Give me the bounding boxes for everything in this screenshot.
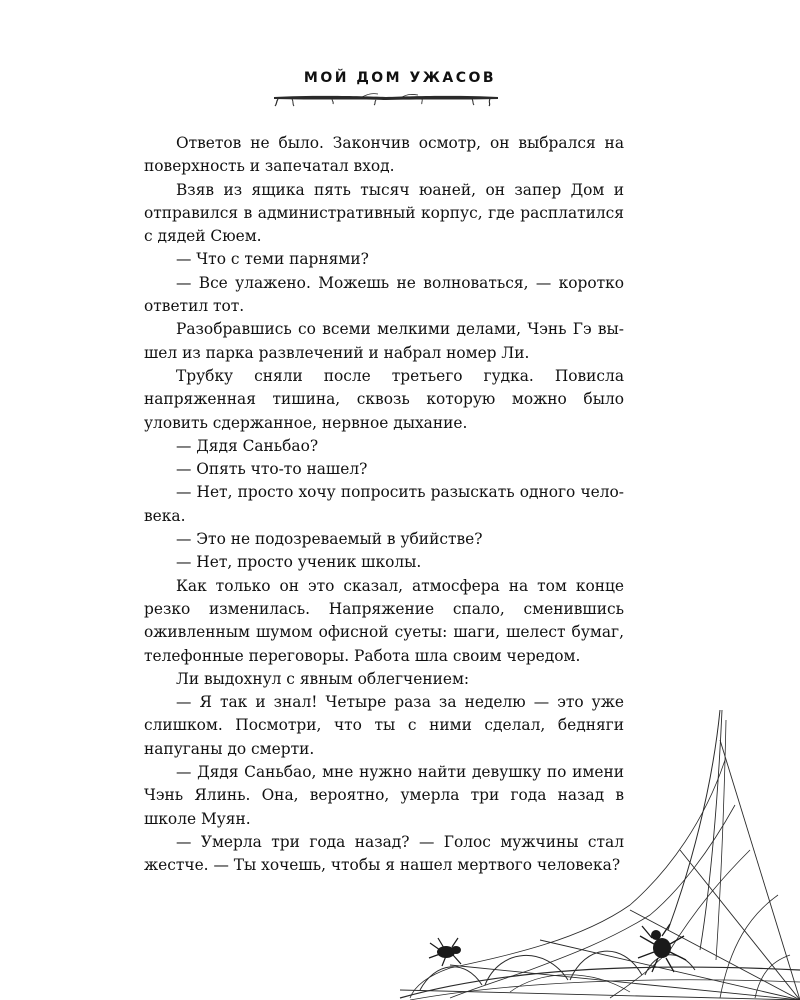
paragraph: Разобравшись со всеми мелкими делами, Чэнь Гэ вышел из парка развлечений и набрал номер Ли. bbox=[144, 320, 624, 362]
paragraph: — Все улажено. Можешь не волноваться, — коротко ответил тот. bbox=[144, 273, 624, 316]
paragraph: — Дядя Саньбао, мне нужно найти девушку по имени Чэнь Ялинь. Она, вероятно, умерла три года назад в школе Муян. bbox=[144, 763, 624, 828]
spider-icon bbox=[429, 938, 461, 966]
paragraph: — Это не подозреваемый в убийстве? bbox=[176, 530, 483, 549]
paragraph: — Умерла три года назад? — Голос мужчины стал жестче. — Ты хочешь, чтобы я нашел мертвого человека? bbox=[144, 832, 624, 875]
paragraph: — Нет, просто хочу попросить разыскать одного человека. bbox=[144, 483, 624, 525]
paragraph: — Я так и знал! Четыре раза за неделю — это уже слишком. Посмотри, что ты с ними сделал, бедняги напуганы до смерти. bbox=[144, 693, 624, 758]
paragraph: — Опять что-то нашел? bbox=[176, 460, 368, 479]
paragraph: — Что с теми парнями? bbox=[176, 250, 369, 269]
paragraph: Ответов не было. Закончив осмотр, он выбрался на поверхность и запечатал вход. bbox=[144, 134, 624, 176]
cobweb-icon bbox=[250, 700, 800, 1000]
paragraph: — Дядя Саньбао? bbox=[176, 436, 319, 455]
paragraph: — Нет, просто ученик школы. bbox=[176, 553, 422, 572]
paragraph: Ли выдохнул с явным облегчением: bbox=[176, 669, 470, 688]
ornamental-rule-icon bbox=[272, 91, 500, 107]
paragraph: Трубку сняли после третьего гудка. Повисла напряженная тишина, сквозь которую можно было уловить сдержанное, нервное дыхание. bbox=[144, 366, 624, 432]
running-header-title: МОЙ ДОМ УЖАСОВ bbox=[303, 70, 497, 86]
paragraph: Как только он это сказал, атмосфера на том конце резко изменилась. Напряжение спало, сменившись оживленным шумом офисной суеты: шаги, шелест бумаг, телефонные переговоры. Работа шла своим чередом. bbox=[144, 576, 624, 665]
paragraph: Взяв из ящика пять тысяч юаней, он запер Дом и отправился в административный корпус, где расплатился с дядей Сюем. bbox=[144, 180, 624, 246]
